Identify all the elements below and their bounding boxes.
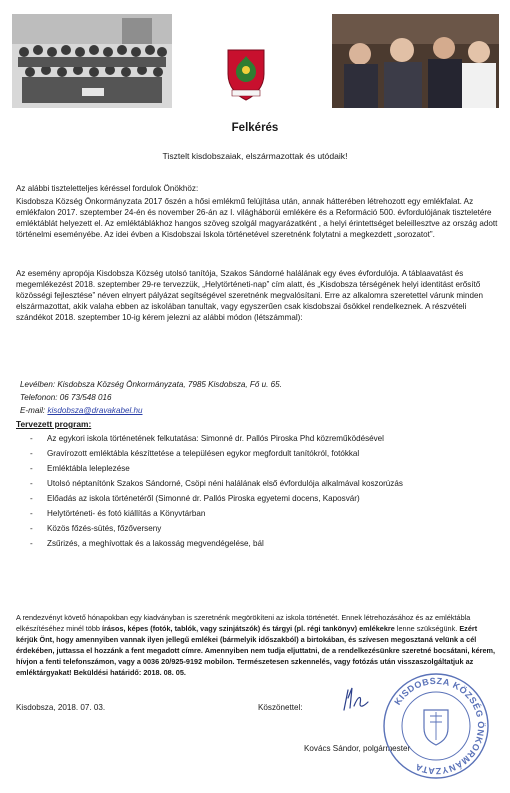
closing-text-bold: írásos, képes (fotók, tablók, vagy szinjátszók) és tárgyi (pl. régi tankönyv) emlékekre <box>102 624 395 633</box>
contact-email-label: E-mail: <box>20 406 48 415</box>
program-item-text: Előadás az iskola történetéről (Simonné dr. Pallós Piroska egyetemi docens, Kaposvár) <box>47 494 360 503</box>
bullet-dash: - <box>30 464 33 473</box>
program-item-text: Gravírozott emléktábla készíttetése a településen egykor megfordult tanítókról, fotókkal <box>47 449 360 458</box>
letter-intro: Az alábbi tiszteletteljes kéréssel fordulok Önökhöz: <box>16 184 199 193</box>
contact-block <box>20 379 502 418</box>
closing-text-bold-2: Ezért kérjük Önt, hogy amennyiben vannak ilyen jellegű emlékei (bármelyik időszakból) a birtokában, és szívesen megosztaná velünk a cél érdekében, juttassa el hozzánk a fent megadott címre. Amennyiben nem tudja eljuttatni, de a rendelkezésünkre szeretné bocsátani, kérem, hívjon a fenti telefonszámon, vagy a 0036 20/925-9192 mobilon. Természetesen szkennelés, vagy fotózás után visszaszolgáltatjuk az emléktárgyakat! Beküldési határidő: 2018. 08. 05. <box>16 624 496 677</box>
program-item <box>30 538 500 549</box>
bullet-dash: - <box>30 494 33 503</box>
closing-text-normal-2: lenne szükségünk. <box>396 624 458 633</box>
program-item <box>30 463 500 474</box>
coat-of-arms-icon <box>224 46 268 102</box>
audience-photo-illustration <box>332 14 499 108</box>
program-item-text: Utolsó néptanítónk Szakos Sándorné, Csöpi néni halálának első évfordulója alkalmával koszorúzás <box>47 479 403 488</box>
audience-photo-image <box>332 14 499 108</box>
program-title: Tervezett program: <box>16 419 92 429</box>
closing-text <box>16 612 500 678</box>
class-photo-image <box>12 14 172 108</box>
bullet-dash: - <box>30 524 33 533</box>
email-link[interactable]: kisdobsza@dravakabel.hu <box>47 406 143 415</box>
svg-text:KISDOBSZA KÖZSÉG ÖNKORMÁNYZATA <box>392 676 486 776</box>
letter-paragraph-1: Kisdobsza Község Önkormányzata 2017 őszén a hősi emlékmű felújítása után, annak hátterében létrehozott egy emlékfalat. Az emlékfalon 2017. szeptember 24-én és november 26-án az I. világháborúi emlékére és a Reformáció 500. évfordulójának tiszteletére emléktáblát helyezett el. Az emléktáblákhoz hangos szöveg szolgál magyarázatként , a helyi érintettséget beleillesztve az ország adott történelmi eseményébe. Az idei évben a Kisdobszai Iskola történetével szeretnénk folytatni a megkezdett „sorozatot”. <box>16 197 498 239</box>
closing-text-normal: A rendezvényt követő hónapokban egy kiadványban is szeretnénk megörökíteni az iskola történetét. Ennek létrehozásához és az emléktábla elkészítéséhez minél több <box>16 613 471 633</box>
signature-mark <box>338 686 374 714</box>
program-item-text: Helytörténeti- és fotó kiállítás a Könyvtárban <box>47 509 206 518</box>
program-item-text: Közös főzés-sütés, főzőverseny <box>47 524 162 533</box>
bullet-dash: - <box>30 509 33 518</box>
letter-greeting: Tisztelt kisdobszaiak, elszármazottak és utódaik! <box>162 151 348 161</box>
bullet-dash: - <box>30 434 33 443</box>
bullet-dash: - <box>30 479 33 488</box>
bullet-dash: - <box>30 449 33 458</box>
program-item <box>30 493 500 504</box>
stamp-ring-text: KISDOBSZA KÖZSÉG ÖNKORMÁNYZATA <box>392 675 487 777</box>
closing-paragraph <box>16 612 500 678</box>
contact-email-line <box>20 405 502 418</box>
program-list <box>30 433 500 553</box>
contact-letter-line: Levélben: Kisdobsza Község Önkormányzata, 7985 Kisdobsza, Fő u. 65. <box>20 380 282 389</box>
signer-name: Kovács Sándor, polgármester <box>304 744 411 753</box>
program-item <box>30 433 500 444</box>
class-photo-illustration <box>12 14 172 108</box>
letter-paragraph-2: Az esemény apropója Kisdobsza Község utolsó tanítója, Szakos Sándorné halálának egy éves évfordulója. A táblaavatást és megemlékezést 2018. szeptember 29-re tervezzük, „Helytörténeti-nap” cím alatt, és „Kisdobsza térségének helyi identitást erősítő közösségi fejlesztése” néven elnyert pályázat segítségével szeretnénk megvalósítani. Erre az alkalomra szeretettel várunk minden elszármazottat, akik valaha ebben az iskolában tanultak, vagy egyszerűen csak kisdobszai ősökkel rendelkeznek. A részvételi szándékot 2018. szeptember 10-ig kérem jelezni az alábbi módon (létszámmal): <box>16 269 483 322</box>
program-item-text: Az egykori iskola történetének felkutatása: Simonné dr. Pallós Piroska Phd közreműködésével <box>47 434 384 443</box>
letter-date: Kisdobsza, 2018. 07. 03. <box>16 703 106 712</box>
program-item <box>30 508 500 519</box>
program-item <box>30 478 500 489</box>
letter-title: Felkérés <box>231 122 279 134</box>
program-item <box>30 523 500 534</box>
program-item-text: Emléktábla leleplezése <box>47 464 130 473</box>
bullet-dash: - <box>30 539 33 548</box>
contact-phone-line: Telefonon: 06 73/548 016 <box>20 393 112 402</box>
program-item <box>30 448 500 459</box>
program-item-text: Zsűrizés, a meghívottak és a lakosság megvendégelése, bál <box>47 539 264 548</box>
official-stamp <box>380 670 492 782</box>
thanks-label: Köszönettel: <box>258 703 303 712</box>
